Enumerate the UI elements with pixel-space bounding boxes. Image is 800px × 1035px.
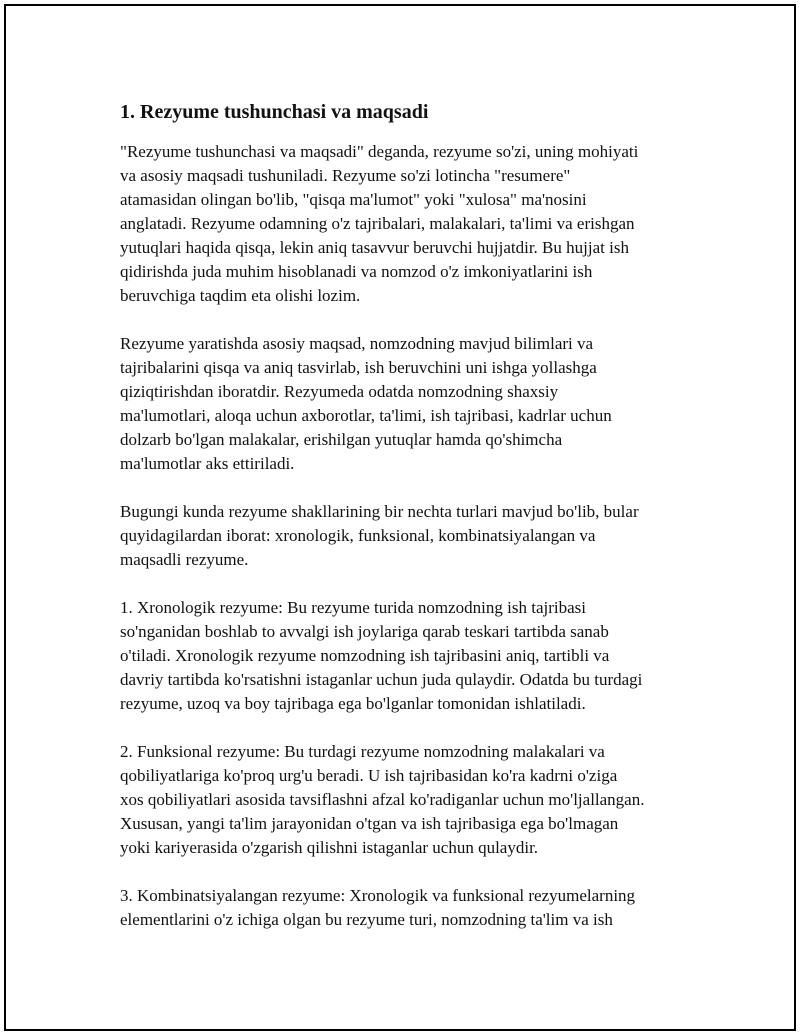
paragraph-line: 2. Funksional rezyume: Bu turdagi rezyume nomzodning malakalari va (120, 742, 605, 761)
paragraph-line: davriy tartibda ko'rsatishni istaganlar uchun juda qulaydir. Odatda bu turdagi (120, 670, 643, 689)
paragraph-4 (120, 596, 700, 716)
paragraph-6 (120, 884, 700, 932)
paragraph-line: so'nganidan boshlab to avvalgi ish joylariga qarab teskari tartibda sanab (120, 622, 609, 641)
paragraph-line: yoki kariyerasida o'zgarish qilishni istaganlar uchun qulaydir. (120, 838, 539, 857)
paragraph-2 (120, 332, 700, 476)
paragraph-line: elementlarini o'z ichiga olgan bu rezyume turi, nomzodning ta'lim va ish (120, 910, 613, 929)
paragraph-line: "Rezyume tushunchasi va maqsadi" deganda, rezyume so'zi, uning mohiyati (120, 142, 639, 161)
paragraph-line: 3. Kombinatsiyalangan rezyume: Xronologik va funksional rezyumelarning (120, 886, 636, 905)
paragraph-line: anglatadi. Rezyume odamning o'z tajribalari, malakalari, ta'limi va erishgan (120, 214, 635, 233)
paragraph-line: qobiliyatlariga ko'proq urg'u beradi. U ish tajribasidan ko'ra kadrni o'ziga (120, 766, 618, 785)
paragraph-line: rezyume, uzoq va boy tajribaga ega bo'lganlar tomonidan ishlatiladi. (120, 694, 586, 713)
paragraph-5 (120, 740, 700, 860)
paragraph-line: maqsadli rezyume. (120, 550, 249, 569)
paragraph-line: dolzarb bo'lgan malakalar, erishilgan yutuqlar hamda qo'shimcha (120, 430, 563, 449)
paragraph-3 (120, 500, 700, 572)
paragraph-line: ma'lumotlar aks ettiriladi. (120, 454, 295, 473)
section-heading: 1. Rezyume tushunchasi va maqsadi (120, 101, 429, 123)
paragraph-line: yutuqlari haqida qisqa, lekin aniq tasavvur beruvchi hujjatdir. Bu hujjat ish (120, 238, 629, 257)
paragraph-line: o'tiladi. Xronologik rezyume nomzodning ish tajribasini aniq, tartibli va (120, 646, 610, 665)
page-frame (4, 4, 796, 1031)
paragraph-line: qiziqtirishdan iboratdir. Rezyumeda odatda nomzodning shaxsiy (120, 382, 559, 401)
paragraph-line: Xususan, yangi ta'lim jarayonidan o'tgan va ish tajribasiga ega bo'lmagan (120, 814, 619, 833)
paragraph-line: Rezyume yaratishda asosiy maqsad, nomzodning mavjud bilimlari va (120, 334, 594, 353)
paragraph-line: 1. Xronologik rezyume: Bu rezyume turida nomzodning ish tajribasi (120, 598, 586, 617)
paragraph-line: ma'lumotlari, aloqa uchun axborotlar, ta'limi, ish tajribasi, kadrlar uchun (120, 406, 612, 425)
paragraph-line: Bugungi kunda rezyume shakllarining bir nechta turlari mavjud bo'lib, bular (120, 502, 639, 521)
paragraph-line: qidirishda juda muhim hisoblanadi va nomzod o'z imkoniyatlarini ish (120, 262, 593, 281)
paragraph-line: tajribalarini qisqa va aniq tasvirlab, ish beruvchini uni ishga yollashga (120, 358, 597, 377)
paragraph-line: va asosiy maqsadi tushuniladi. Rezyume so'zi lotincha "resumere" (120, 166, 571, 185)
document-body (120, 98, 700, 956)
paragraph-line: beruvchiga taqdim eta olishi lozim. (120, 286, 361, 305)
paragraph-line: atamasidan olingan bo'lib, "qisqa ma'lumot" yoki "xulosa" ma'nosini (120, 190, 587, 209)
paragraph-1 (120, 140, 700, 308)
paragraph-line: quyidagilardan iborat: xronologik, funksional, kombinatsiyalangan va (120, 526, 596, 545)
paragraph-line: xos qobiliyatlari asosida tavsiflashni afzal ko'radiganlar uchun mo'ljallangan. (120, 790, 645, 809)
